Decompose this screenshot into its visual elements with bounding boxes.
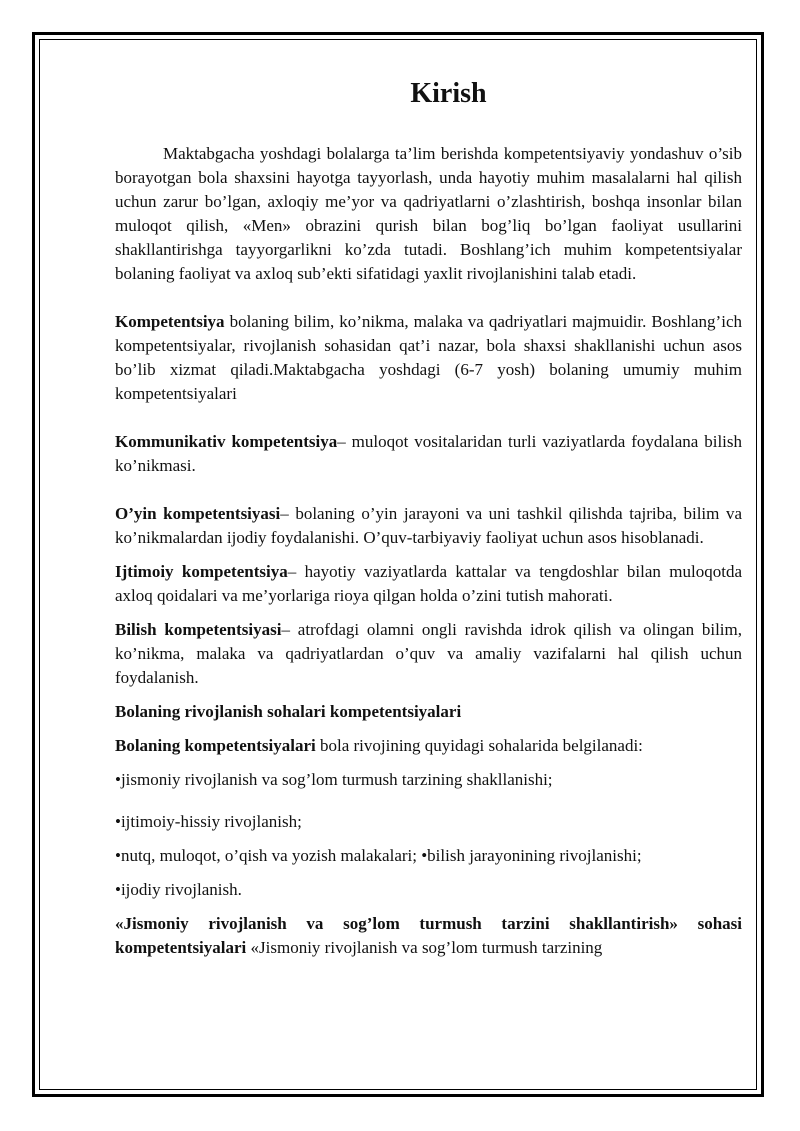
kommunikativ-text: – muloqot vositalaridan turli vaziyatlarda foydalana bilish ko’nikmasi. <box>115 432 743 475</box>
section-heading-text: Bolaning rivojlanish sohalari kompetentsiyalari <box>115 702 462 721</box>
bolaning-paragraph <box>115 734 742 758</box>
list-item: •ijtimoiy-hissiy rivojlanish; <box>115 812 302 831</box>
intro-paragraph: Maktabgacha yoshdagi bolalarga ta’lim berishda kompetentsiyaviy yondashuv o’sib borayotgan bola shaxsini hayotga tayyorlash, unda hayotiy muhim masalalarni hal qilish uchun zarur bo’lgan, axloqiy me’yor va qadriyatlarni o’zlashtirish, boshqa insonlar bilan muloqot qilish, «Men» obrazini qurish bilan bog’liq bo’lgan faoliyat usullarini shakllantirishga tayyorgarlikni ko’zda tutadi. Boshlang’ich muhim kompetentsiyalar bolaning faoliyat va axloq sub’ekti sifatidagi yaxlit rivojlanishini talab etadi. <box>115 144 742 283</box>
oyin-paragraph <box>115 502 742 550</box>
bolaning-text: bola rivojining quyidagi sohalarida belgilanadi: <box>315 736 643 755</box>
section-heading <box>115 700 742 724</box>
oyin-term: O’yin kompetentsiyasi <box>115 504 281 523</box>
kommunikativ-term: Kommunikativ kompetentsiya <box>115 432 338 451</box>
bilish-term: Bilish kompetentsiyasi <box>115 620 282 639</box>
list-item: •nutq, muloqot, o’qish va yozish malakalari; •bilish jarayonining rivojlanishi; <box>115 846 642 865</box>
bolaning-term: Bolaning kompetentsiyalari <box>115 736 316 755</box>
kompetentsiya-paragraph <box>115 310 742 406</box>
kompetentsiya-term: Kompetentsiya <box>115 312 225 331</box>
list-item: •ijodiy rivojlanish. <box>115 880 242 899</box>
document-body <box>115 74 742 960</box>
ijtimoiy-term: Ijtimoiy kompetentsiya <box>115 562 288 581</box>
ijtimoiy-paragraph <box>115 560 742 608</box>
bilish-text: – atrofdagi olamni ongli ravishda idrok qilish va olingan bilim, ko’nikma, malaka va qadriyatlardan o’quv va amaliy vazifalarni hal qilish uchun foydalanish. <box>115 620 742 687</box>
oyin-text: – bolaning o’yin jarayoni va uni tashkil qilishda tajriba, bilim va ko’nikmalardan ijodiy foydalanishi. O’quv-tarbiyaviy faoliyat uchun asos hisoblanadi. <box>115 504 742 547</box>
kompetentsiya-text: bolaning bilim, ko’nikma, malaka va qadriyatlari majmuidir. Boshlang’ich kompetentsiyalar, rivojlanish sohasidan qat’i nazar, bola shaxsi shakllanishi uchun asos bo’lib xizmat qiladi.Maktabgacha yoshdagi (6-7 yosh) bolaning umumiy muhim kompetentsiyalari <box>115 312 742 403</box>
last-paragraph <box>115 912 742 960</box>
kommunikativ-paragraph <box>115 430 742 478</box>
last-term: «Jismoniy rivojlanish va sog’lom turmush tarzini shakllantirish» sohasi kompetentsiyalari <box>115 914 742 957</box>
list-item: •jismoniy rivojlanish va sog’lom turmush tarzining shakllanishi; <box>115 770 553 789</box>
ijtimoiy-text: – hayotiy vaziyatlarda kattalar va tengdoshlar bilan muloqotda axloq qoidalari va me’yorlariga rioya qilgan holda o’zini tutish mahorati. <box>115 562 742 605</box>
bilish-paragraph <box>115 618 742 690</box>
last-text: «Jismoniy rivojlanish va sog’lom turmush tarzining <box>246 938 603 957</box>
page-title: Kirish <box>410 78 487 109</box>
